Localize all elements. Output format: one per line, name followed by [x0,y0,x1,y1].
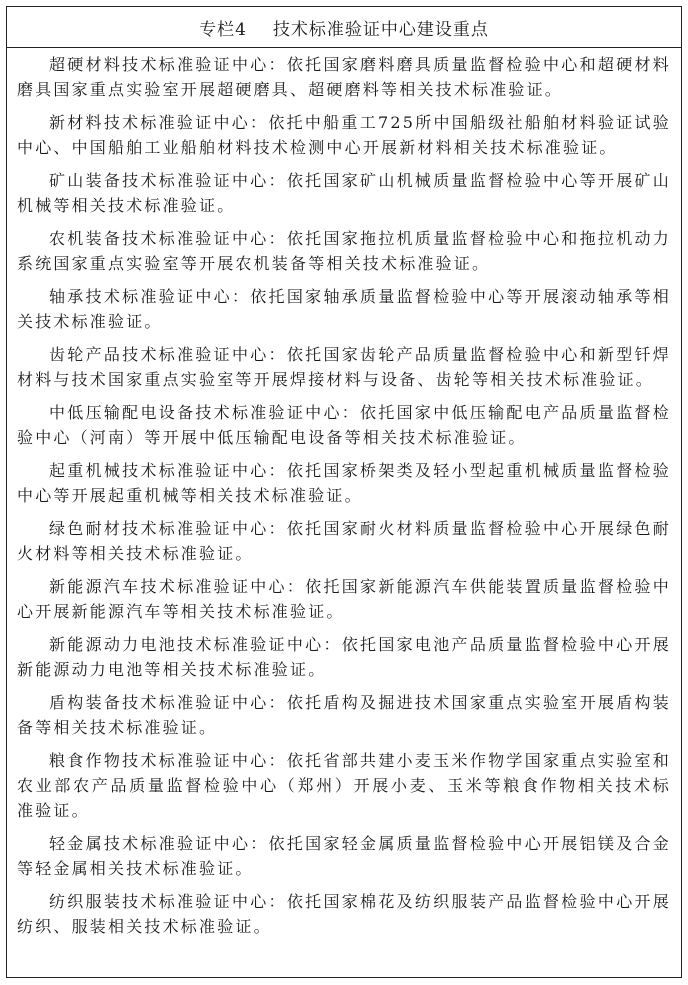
center-item-grain: 粮食作物技术标准验证中心：依托省部共建小麦玉米作物学国家重点实验室和农业部农产品质量监督检验中心（郑州）开展小麦、玉米等粮食作物相关技术标准验证。 [17,751,671,820]
center-item-nev: 新能源汽车技术标准验证中心：依托国家新能源汽车供能装置质量监督检验中心开展新能源汽车等相关技术标准验证。 [17,577,671,621]
center-item-gear: 齿轮产品技术标准验证中心：依托国家齿轮产品质量监督检验中心和新型钎焊材料与技术国家重点实验室等开展焊接材料与设备、齿轮等相关技术标准验证。 [17,345,671,389]
center-item-power-distribution: 中低压输配电设备技术标准验证中心：依托国家中低压输配电产品质量监督检验中心（河南）等开展中低压输配电设备等相关技术标准验证。 [17,403,671,447]
center-item-light-metal: 轻金属技术标准验证中心：依托国家轻金属质量监督检验中心开展铝镁及合金等轻金属相关技术标准验证。 [17,834,671,878]
center-item-mining: 矿山装备技术标准验证中心：依托国家矿山机械质量监督检验中心等开展矿山机械等相关技术标准验证。 [17,171,671,215]
center-item-new-materials: 新材料技术标准验证中心：依托中船重工725所中国船级社船舶材料验证试验中心、中国船舶工业船舶材料技术检测中心开展新材料相关技术标准验证。 [17,113,671,157]
center-item-crane: 起重机械技术标准验证中心：依托国家桥架类及轻小型起重机械质量监督检验中心等开展起重机械等相关技术标准验证。 [17,461,671,505]
box-title-row [7,7,681,48]
center-item-superhard: 超硬材料技术标准验证中心：依托国家磨料磨具质量监督检验中心和超硬材料磨具国家重点实验室开展超硬磨具、超硬磨料等相关技术标准验证。 [17,55,671,99]
center-item-agri-machinery: 农机装备技术标准验证中心：依托国家拖拉机质量监督检验中心和拖拉机动力系统国家重点实验室等开展农机装备等相关技术标准验证。 [17,229,671,273]
center-item-bearing: 轴承技术标准验证中心：依托国家轴承质量监督检验中心等开展滚动轴承等相关技术标准验证。 [17,287,671,331]
center-item-shield: 盾构装备技术标准验证中心：依托盾构及掘进技术国家重点实验室开展盾构装备等相关技术标准验证。 [17,693,671,737]
box-label: 专栏4 [199,19,247,40]
center-item-battery: 新能源动力电池技术标准验证中心：依托国家电池产品质量监督检验中心开展新能源动力电池等相关技术标准验证。 [17,635,671,679]
center-item-textile: 纺织服装技术标准验证中心：依托国家棉花及纺织服装产品监督检验中心开展纺织、服装相关技术标准验证。 [17,892,671,936]
box-content [7,48,681,939]
box-title: 技术标准验证中心建设重点 [272,19,489,40]
column-box [6,6,682,978]
center-item-refractory: 绿色耐材技术标准验证中心：依托国家耐火材料质量监督检验中心开展绿色耐火材料等相关技术标准验证。 [17,519,671,563]
